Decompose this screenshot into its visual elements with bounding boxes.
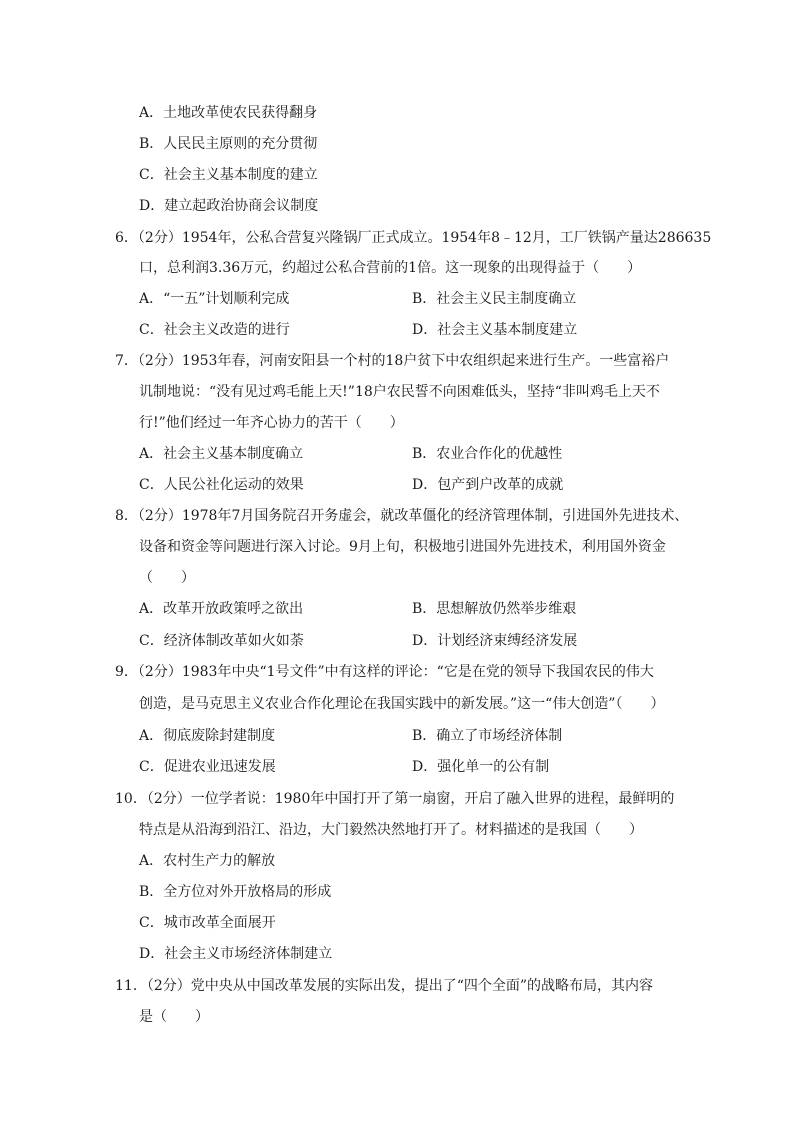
q5-option-d: D．建立起政治协商会议制度 [139,198,319,214]
q8-option-a: A．改革开放政策呼之欲出 [139,601,304,617]
q8-option-c: C．经济体制改革如火如荼 [139,633,304,649]
q10-option-c: C．城市改革全面展开 [139,915,276,931]
q11-stem-line2: 是（ ） [139,1009,209,1025]
q9-stem-line1: 9．（2分）1983年中央“1号文件”中有这样的评论：“它是在党的领导下我国农民的伟大 [115,664,654,680]
q11-stem-line1: 11．（2分）党中央从中国改革发展的实际出发，提出了“四个全面”的战略布局，其内容 [115,978,654,994]
q7-stem-line2: 讥制地说：“没有见过鸡毛能上天!”18户农民誓不向困难低头，坚持“非叫鸡毛上天不 [139,384,660,400]
q8-stem-line3: （ ） [139,570,195,586]
q5-option-c: C．社会主义基本制度的建立 [139,167,318,183]
q6-option-b: B．社会主义民主制度确立 [412,291,577,307]
q9-option-c: C．促进农业迅速发展 [139,759,276,775]
q5-option-a: A．土地改革使农民获得翻身 [139,105,318,121]
q10-option-a: A．农村生产力的解放 [139,853,276,869]
q6-option-a: A．“一五”计划顺利完成 [139,291,290,307]
q9-stem-line2: 创造，是马克思主义农业合作化理论在我国实践中的新发展。”这一“伟大创造”（ ） [139,696,665,712]
q6-stem-line2: 口，总利润3.36万元，约超过公私合营前的1倍。这一现象的出现得益于（ ） [139,260,642,276]
q9-option-a: A．彻底废除封建制度 [139,728,276,744]
q6-stem-line1: 6．（2分）1954年，公私合营复兴隆锅厂正式成立。1954年8﹣12月，工厂铁锅产量达286635 [115,230,712,246]
q7-option-d: D．包产到户改革的成就 [412,477,564,493]
q9-option-b: B．确立了市场经济体制 [412,728,563,744]
q7-stem-line1: 7．（2分）1953年春，河南安阳县一个村的18户贫下中农组织起来进行生产。一些富裕户 [115,353,670,369]
q8-option-b: B．思想解放仍然举步维艰 [412,601,577,617]
q9-option-d: D．强化单一的公有制 [412,759,550,775]
q7-option-a: A．社会主义基本制度确立 [139,446,304,462]
q7-option-c: C．人民公社化运动的效果 [139,477,304,493]
q6-option-d: D．社会主义基本制度建立 [412,322,578,338]
q10-option-b: B．全方位对外开放格局的形成 [139,884,332,900]
q10-option-d: D．社会主义市场经济体制建立 [139,946,333,962]
q6-option-c: C．社会主义改造的进行 [139,322,290,338]
q5-option-b: B．人民民主原则的充分贯彻 [139,136,318,152]
q10-stem-line1: 10．（2分）一位学者说：1980年中国打开了第一扇窗，开启了融入世界的进程，最鲜明的 [115,791,675,807]
q8-stem-line2: 设备和资金等问题进行深入讨论。9月上旬，积极地引进国外先进技术，利用国外资金 [139,539,666,555]
q7-stem-line3: 行!”他们经过一年齐心协力的苦干（ ） [139,415,404,431]
q8-option-d: D．计划经济束缚经济发展 [412,633,578,649]
q8-stem-line1: 8．（2分）1978年7月国务院召开务虚会，就改革僵化的经济管理体制，引进国外先进技术、 [115,508,689,524]
q10-stem-line2: 特点是从沿海到沿江、沿边，大门毅然决然地打开了。材料描述的是我国（ ） [139,822,643,838]
q7-option-b: B．农业合作化的优越性 [412,446,563,462]
